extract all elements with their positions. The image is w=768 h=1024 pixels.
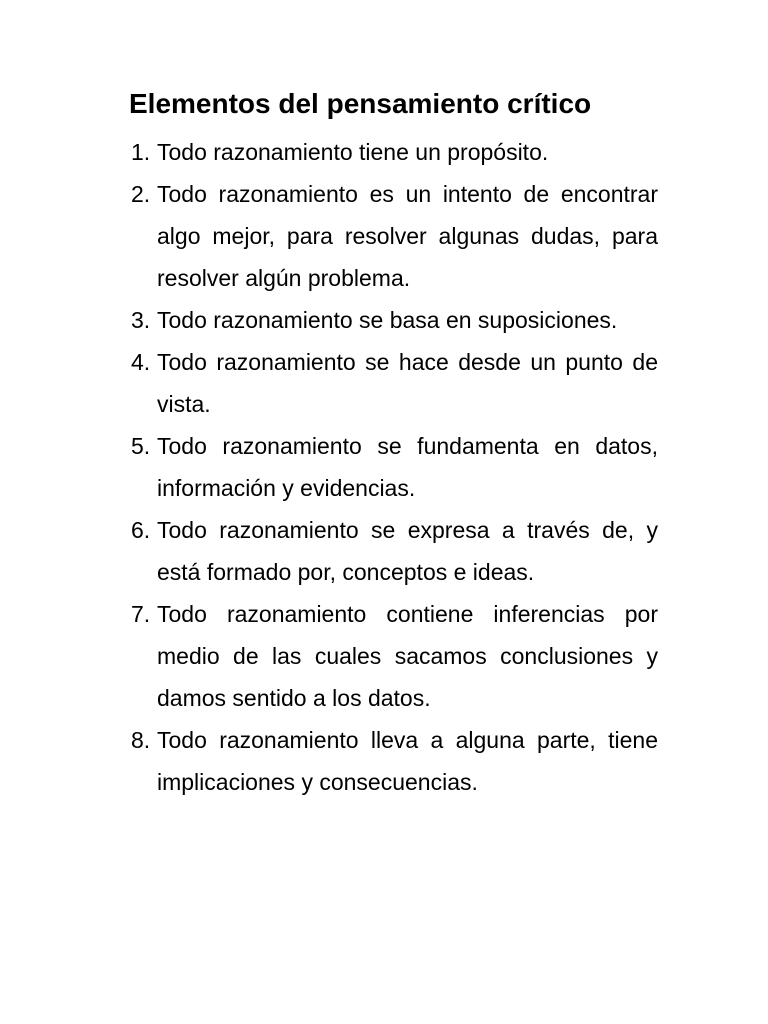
elements-list — [131, 131, 658, 803]
list-item-number: 4. — [131, 349, 151, 375]
list-item — [131, 719, 658, 803]
list-item-number: 8. — [131, 727, 151, 753]
list-item — [131, 131, 658, 173]
list-item — [131, 173, 658, 299]
list-item — [131, 341, 658, 425]
list-item — [131, 425, 658, 509]
list-item — [131, 299, 658, 341]
list-item-text: Todo razonamiento es un intento de encontrar algo mejor, para resolver algunas dudas, para resolver algún problema. — [157, 181, 658, 291]
list-item-text: Todo razonamiento se hace desde un punto de vista. — [157, 349, 658, 417]
list-item-number: 1. — [131, 139, 151, 165]
list-item-text: Todo razonamiento se expresa a través de, y está formado por, conceptos e ideas. — [157, 517, 658, 585]
list-item-text: Todo razonamiento tiene un propósito. — [157, 139, 549, 165]
list-item-number: 6. — [131, 517, 151, 543]
list-item-text: Todo razonamiento se basa en suposiciones. — [157, 307, 618, 333]
document-title: Elementos del pensamiento crítico — [129, 88, 592, 119]
list-item — [131, 509, 658, 593]
list-item-number: 2. — [131, 181, 151, 207]
list-item-text: Todo razonamiento se fundamenta en datos, información y evidencias. — [157, 433, 658, 501]
list-item-text: Todo razonamiento contiene inferencias por medio de las cuales sacamos conclusiones y damos sentido a los datos. — [157, 601, 658, 711]
list-item-number: 3. — [131, 307, 151, 333]
list-item-number: 5. — [131, 433, 151, 459]
list-item-text: Todo razonamiento lleva a alguna parte, tiene implicaciones y consecuencias. — [157, 727, 658, 795]
list-item-number: 7. — [131, 601, 151, 627]
list-item — [131, 593, 658, 719]
